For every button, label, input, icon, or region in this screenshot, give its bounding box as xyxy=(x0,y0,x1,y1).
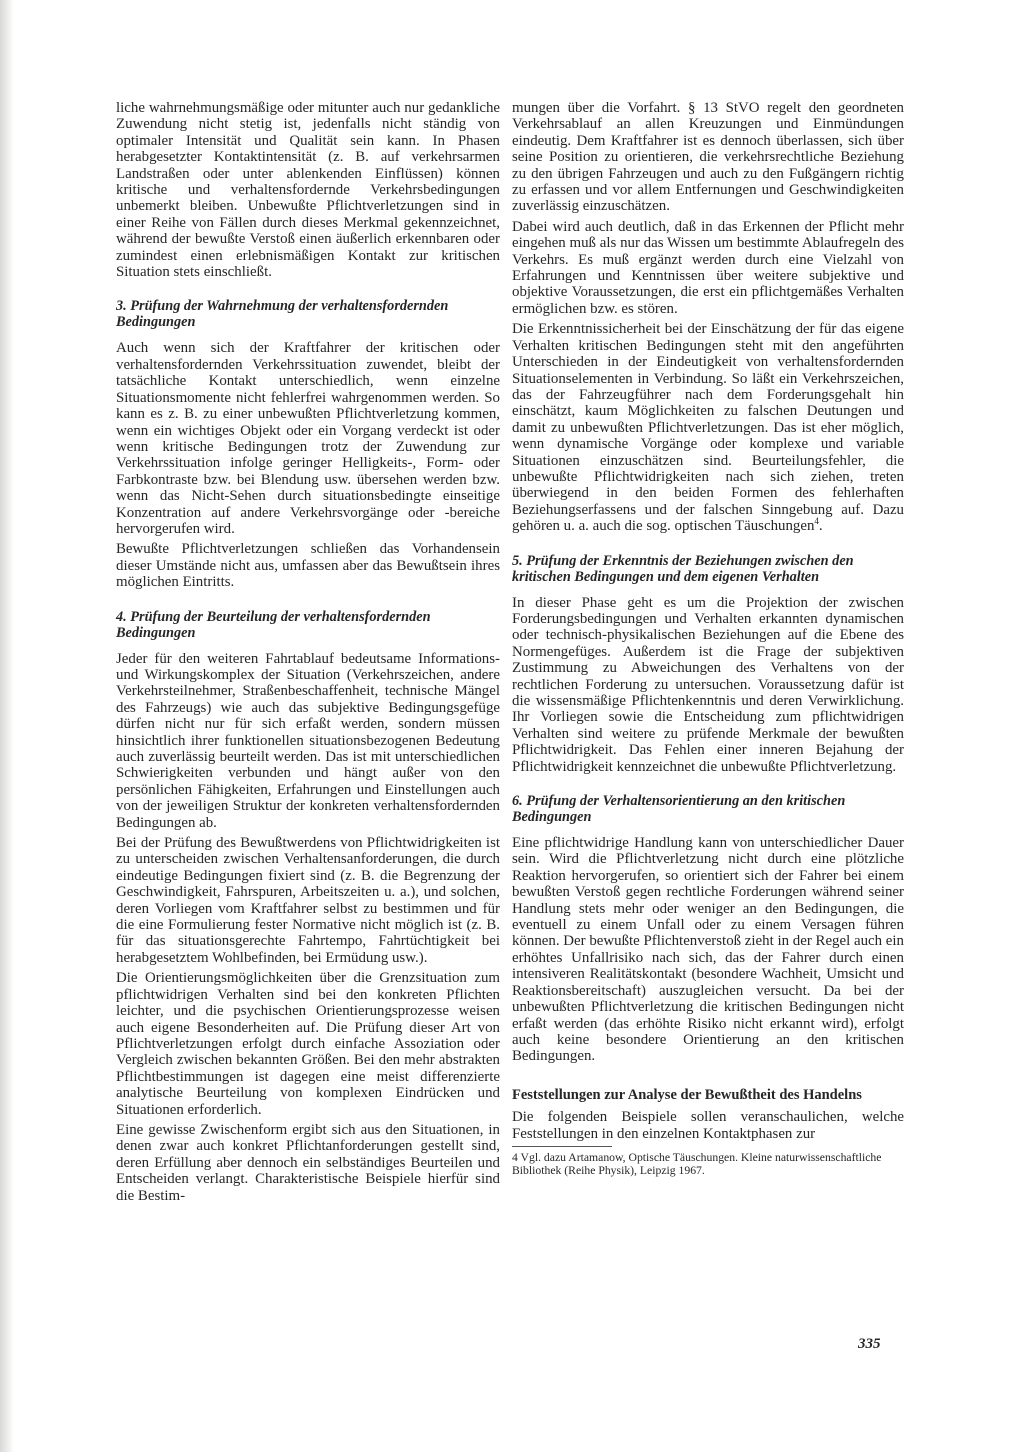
section-heading-5: 5. Prüfung der Erkenntnis der Beziehungen zwischen den kritischen Bedingungen und dem eigenen Verhalten xyxy=(512,552,854,585)
paragraph: Die Orientierungsmöglichkeiten über die Grenzsituation zum pflichtwidrigen Verhalten sind bei den konkreten Pflichten leichter, und die psychischen Orientierungsprozesse weisen auch eigene Besonderheiten auf. Die Prüfung dieser Art von Pflichtverletzungen erfolgt durch einfache Assoziation oder Vergleich zwischen bekannten Größen. Bei den mehr abstrakten Pflichtbestimmungen ist dagegen eine meist differenzierte analytische Beurteilung von komplexen Eindrücken und Situationen erforderlich. xyxy=(116,970,500,1118)
page-edge-shadow xyxy=(0,0,14,1452)
paragraph-text: Die Erkenntnissicherheit bei der Einschätzung der für das eigene Verhalten kritischen Bedingungen steht mit den angeführten Unterschieden in der Eindeutigkeit von verhaltensfordernden Situationselementen in Verbindung. So läßt ein Verkehrszeichen, das der Fahrzeugführer nach dem Forderungsgehalt hin einschätzt, kaum Möglichkeiten zu falschen Deutungen und damit zu unbewußten Pflichtverletzungen. Das ist eher möglich, wenn dynamische Vorgänge oder komplexe und variable Situationen einzuschätzen sind. Beurteilungsfehler, die unbewußte Pflichtwidrigkeiten nach sich ziehen, treten überwiegend in den beiden Formen des fehlerhaften Beziehungserfassens und der falschen Sinngebung auf. Dazu gehören u. a. auch die sog. optischen Täuschungen xyxy=(512,321,904,535)
paragraph-end: . xyxy=(818,518,823,535)
paragraph: Bei der Prüfung des Bewußtwerdens von Pflichtwidrigkeiten ist zu unterscheiden zwischen Verhaltensanforderungen, die durch eindeutige Bedingungen fixiert sind (z. B. die Begrenzung der Geschwindigkeit, Fahrspuren, Arbeitszeiten u. a.), und solchen, deren Vorliegen vom Kraftfahrer selbst zu bestimmen und für die eine Formulierung fester Normative nicht möglich ist (z. B. für das situationsgerechte Fahrtempo, Fahrtüchtigkeit bei herabgesetztem Wohlbefinden, bei Ermüdung usw.). xyxy=(116,835,500,966)
paragraph: mungen über die Vorfahrt. § 13 StVO regelt den geordneten Verkehrsablauf an allen Kreuzungen und Einmündungen eindeutig. Dem Kraftfahrer ist es dennoch überlassen, sich über seine Position zu orientieren, die verkehrsrechtliche Beziehung zu den übrigen Fahrzeugen und auch zu den Fußgängern richtig zu erfassen und vor allem Entfernungen und Geschwindigkeiten zuverlässig einzuschätzen. xyxy=(512,100,904,215)
paragraph: Auch wenn sich der Kraftfahrer der kritischen oder verhaltensfordernden Verkehrssituation zuwendet, bleibt der tatsächliche Kontakt unterschiedlich, wenn einzelne Situationsmomente nicht fehlerfrei wahrgenommen werden. So kann es z. B. zu einer unbewußten Pflichtverletzung kommen, wenn ein wichtiges Objekt oder ein Vorgang verdeckt ist oder wenn kritische Bedingungen trotz der Zuwendung zur Verkehrssituation infolge geringer Helligkeits-, Form- oder Farbkontraste bzw. bei Blendung usw. übersehen werden bzw. wenn das Nicht-Sehen durch situationsbedingte einseitige Konzentration auf andere Verkehrsvorgänge oder -bereiche hervorgerufen wird. xyxy=(116,340,500,537)
paragraph: In dieser Phase geht es um die Projektion der zwischen Forderungsbedingungen und Verhalten erkannten dynamischen oder technisch-physikalischen Beziehungen auf die Ebene des Normengefüges. Außerdem ist die Frage der subjektiven Zustimmung zu Abweichungen des Verhaltens von der rechtlichen Forderung zu untersuchen. Voraussetzung dafür ist die wissensmäßige Pflichtenkenntnis und deren Verwirklichung. Ihr Vorliegen sowie die Entscheidung zum pflichtwidrigen Verhalten sind weitere zu prüfende Merkmale der bewußten Pflichtwidrigkeit. Das Fehlen einer inneren Bejahung der Pflichtwidrigkeit kennzeichnet die unbewußte Pflichtverletzung. xyxy=(512,594,904,775)
paragraph: Die folgenden Beispiele sollen veranschaulichen, welche Feststellungen in den einzelnen Kontaktphasen zur xyxy=(512,1109,904,1142)
section-heading-6: 6. Prüfung der Verhaltensorientierung an den kritischen Bedingungen xyxy=(512,793,846,826)
paragraph: Eine pflichtwidrige Handlung kann von unterschiedlicher Dauer sein. Wird die Pflichtverletzung nicht durch eine plötzliche Reaktion hervorgerufen, so orientiert sich der Fahrer bei einem bewußten Verstoß gegen rechtliche Forderungen während seiner Handlung stets mehr oder weniger an den Bedingungen, die eventuell zu einem Unfall oder zu einem Versagen führen können. Der bewußte Pflichtenverstoß zieht in der Regel auch ein erhöhtes Unfallrisiko nach sich, das der Fahrer durch einen intensiveren Realitätskontakt (besondere Wachheit, Umsicht und Reaktionsbereitschaft) auszugleichen versucht. Da bei der unbewußten Pflichtverletzung die kritischen Bedingungen nicht erfaßt werden (das erhöhte Risiko nicht erkannt wird), erfolgt auch keine besondere Orientierung an den kritischen Bedingungen. xyxy=(512,835,904,1065)
paragraph: liche wahrnehmungsmäßige oder mitunter auch nur gedankliche Zuwendung nicht stetig ist, jedenfalls nicht ständig von optimaler Intensität und Qualität sein kann. In Phasen herabgesetzter Kontaktintensität (z. B. auf verkehrsarmen Landstraßen oder unter ablenkenden Einflüssen) können kritische und verhaltensfordernde Verkehrsbedingungen unbemerkt bleiben. Unbewußte Pflichtverletzungen sind in einer Reihe von Fällen durch dieses Merkmal gekennzeichnet, während der bewußte Verstoß einen äußerlich erkennbaren oder zumindest einen erlebnismäßigen Kontakt zur kritischen Situation stets einschließt. xyxy=(116,100,500,281)
footnote-marker[interactable]: 4 xyxy=(814,516,819,527)
right-column xyxy=(512,100,904,1182)
footnote-divider xyxy=(512,1146,612,1147)
paragraph xyxy=(512,321,904,534)
section-heading-3: 3. Prüfung der Wahrnehmung der verhaltensfordernden Bedingungen xyxy=(116,298,449,331)
footnote: 4 Vgl. dazu Artamanow, Optische Täuschungen. Kleine naturwissenschaftliche Bibliothek (Reihe Physik), Leipzig 1967. xyxy=(512,1150,882,1178)
paragraph: Bewußte Pflichtverletzungen schließen das Vorhandensein dieser Umstände nicht aus, umfassen aber das Bewußtsein ihres möglichen Eintritts. xyxy=(116,541,500,591)
paragraph: Jeder für den weiteren Fahrtablauf bedeutsame Informations- und Wirkungskomplex der Situation (Verkehrszeichen, andere Verkehrsteilnehmer, Straßenbeschaffenheit, technische Mängel des Fahrzeugs) wie auch das subjektive Bedingungsgefüge dürfen nicht nur für sich erfaßt werden, sondern müssen hinsichtlich ihrer funktionellen situationsbezogenen Bedeutung auch zuverlässig beurteilt werden. Das ist mit unterschiedlichen Schwierigkeiten verbunden und hängt außer von den persönlichen Fähigkeiten, Erfahrungen und Einstellungen auch von der jeweiligen Struktur der konkreten verhaltensfordernden Bedingungen ab. xyxy=(116,650,500,831)
bold-heading-feststellungen: Feststellungen zur Analyse der Bewußtheit des Handelns xyxy=(512,1086,862,1103)
section-heading-4: 4. Prüfung der Beurteilung der verhaltensfordernden Bedingungen xyxy=(116,608,431,641)
paragraph: Eine gewisse Zwischenform ergibt sich aus den Situationen, in denen zwar auch konkret Pflichtanforderungen gestellt sind, deren Erfüllung aber dennoch ein selbständiges Beurteilen und Entscheiden verlangt. Charakteristische Beispiele hierfür sind die Bestim- xyxy=(116,1121,500,1204)
left-column xyxy=(116,100,500,1208)
page-number: 335 xyxy=(858,1336,881,1352)
paragraph: Dabei wird auch deutlich, daß in das Erkennen der Pflicht mehr eingehen muß als nur das Wissen um bestimmte Ablaufregeln des Verkehrs. Es muß ergänzt werden durch eine Vielzahl von Erfahrungen und Kenntnissen über weitere subjektive und objektive Voraussetzungen, die erst ein pflichtgemäßes Verhalten ermöglichen bzw. es stören. xyxy=(512,218,904,317)
